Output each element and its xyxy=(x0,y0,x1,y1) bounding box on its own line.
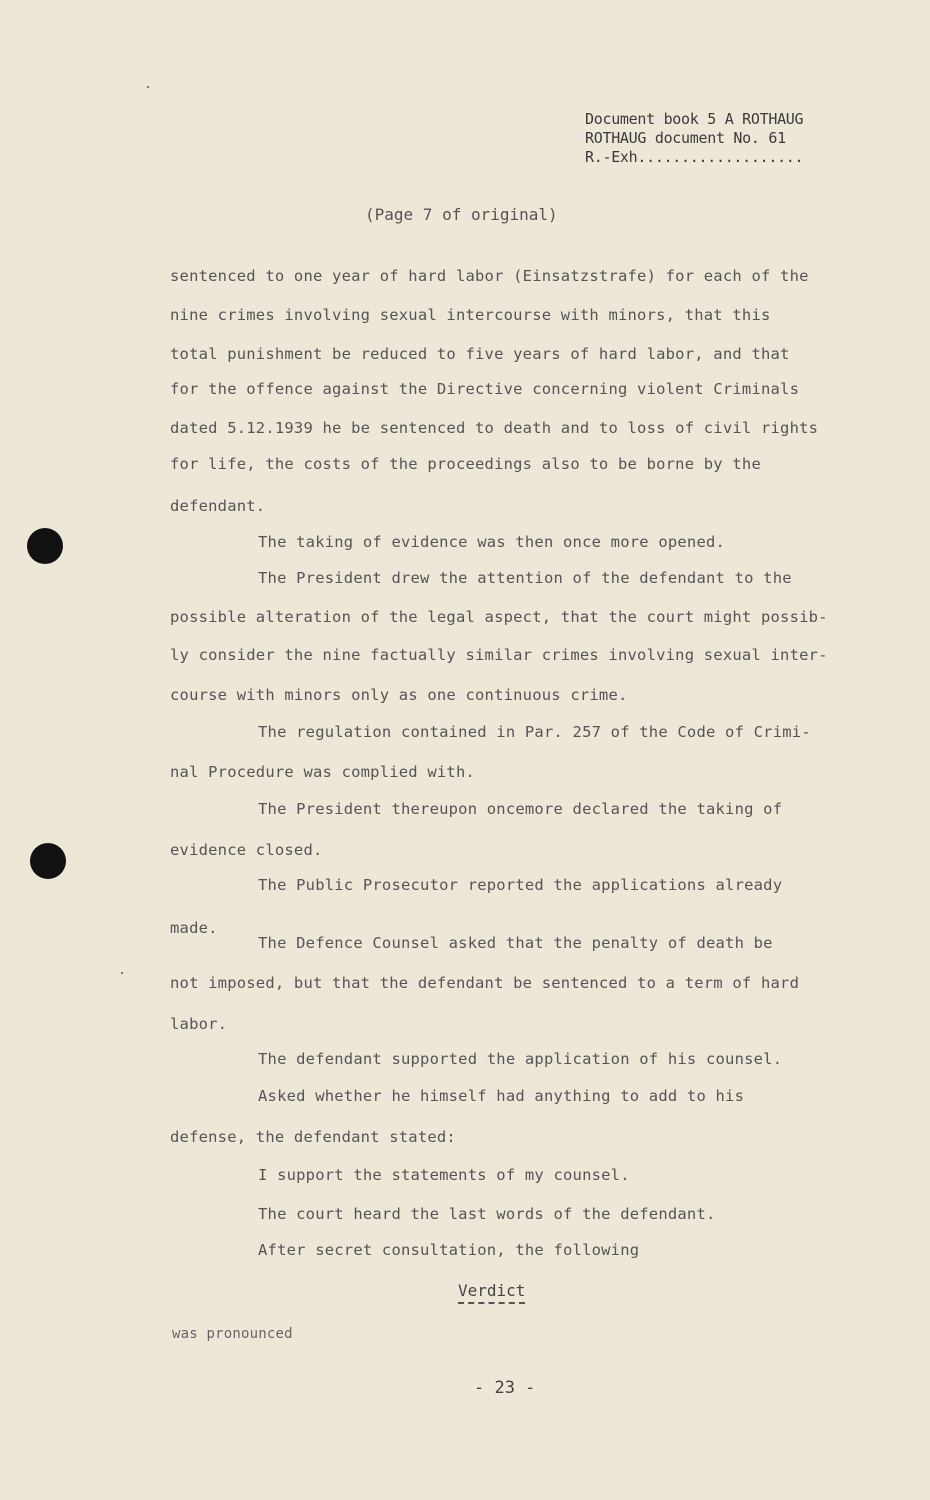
body-line: The President drew the attention of the defendant to the xyxy=(258,569,792,587)
header-document-number: ROTHAUG document No. 61 xyxy=(585,129,786,147)
body-line: evidence closed. xyxy=(170,841,323,859)
page-caption: (Page 7 of original) xyxy=(365,205,558,224)
punch-hole-bottom xyxy=(30,843,66,879)
body-line: total punishment be reduced to five years of hard labor, and that xyxy=(170,345,790,363)
body-line: ly consider the nine factually similar crimes involving sexual inter- xyxy=(170,646,828,664)
speck xyxy=(147,86,149,88)
body-line: dated 5.12.1939 he be sentenced to death and to loss of civil rights xyxy=(170,419,819,437)
body-line: course with minors only as one continuous crime. xyxy=(170,686,628,704)
body-line: The Public Prosecutor reported the applications already xyxy=(258,876,783,894)
body-line: The Defence Counsel asked that the penalty of death be xyxy=(258,934,773,952)
body-line: The President thereupon oncemore declared the taking of xyxy=(258,800,783,818)
body-line: Asked whether he himself had anything to add to his xyxy=(258,1087,745,1105)
body-line: labor. xyxy=(170,1015,228,1033)
body-line: After secret consultation, the following xyxy=(258,1241,640,1259)
body-line: not imposed, but that the defendant be sentenced to a term of hard xyxy=(170,974,800,992)
body-line: defense, the defendant stated: xyxy=(170,1128,456,1146)
page-number: - 23 - xyxy=(474,1378,536,1398)
closing-line: was pronounced xyxy=(172,1326,293,1342)
body-line: made. xyxy=(170,919,218,937)
document-header xyxy=(585,110,803,167)
body-line: I support the statements of my counsel. xyxy=(258,1166,630,1184)
speck xyxy=(121,972,123,974)
body-line: possible alteration of the legal aspect, that the court might possib- xyxy=(170,608,828,626)
body-line: sentenced to one year of hard labor (Einsatzstrafe) for each of the xyxy=(170,267,809,285)
punch-hole-top xyxy=(27,528,63,564)
body-line: The taking of evidence was then once more opened. xyxy=(258,533,726,551)
header-document-book: Document book 5 A ROTHAUG xyxy=(585,110,804,128)
body-line: for the offence against the Directive concerning violent Criminals xyxy=(170,380,800,398)
body-line: nine crimes involving sexual intercourse with minors, that this xyxy=(170,306,771,324)
body-line: The regulation contained in Par. 257 of the Code of Crimi- xyxy=(258,723,811,741)
body-line: The defendant supported the application of his counsel. xyxy=(258,1050,783,1068)
body-line: defendant. xyxy=(170,497,266,515)
body-line: nal Procedure was complied with. xyxy=(170,763,476,781)
body-line: The court heard the last words of the defendant. xyxy=(258,1205,716,1223)
verdict-heading: Verdict xyxy=(458,1281,525,1304)
body-line: for life, the costs of the proceedings also to be borne by the xyxy=(170,455,761,473)
header-exhibit: R.-Exh................... xyxy=(585,148,804,166)
